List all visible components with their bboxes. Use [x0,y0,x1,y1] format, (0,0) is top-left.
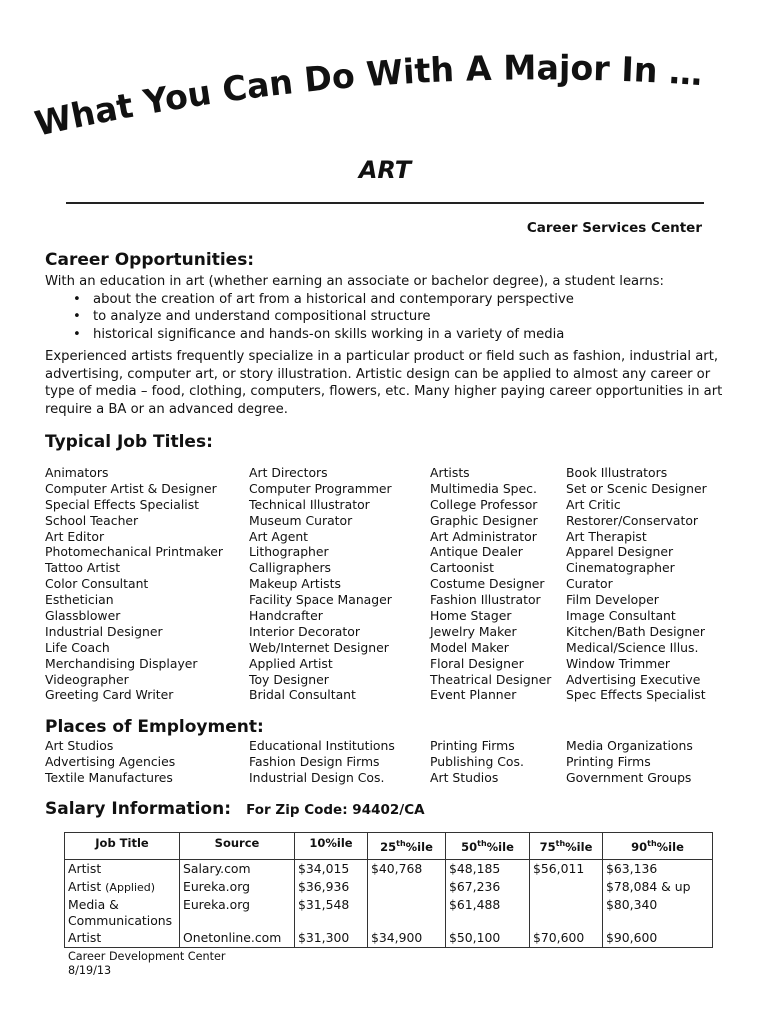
list-item: Multimedia Spec. [430,480,537,496]
list-item: Model Maker [430,639,509,655]
cell-p75 [530,896,603,929]
list-item: Handcrafter [249,608,323,624]
list-item: Toy Designer [249,671,329,687]
cell-source: Salary.com [180,860,295,878]
list-item: Kitchen/Bath Designer [566,623,705,639]
career-paragraph: Experienced artists frequently specialize in a particular product or field such as fashion, industrial art, advertising, computer art, or story illustration. Artistic design can be applied to almost any career or type of media – food, clothing, computers, flowers, etc. Many higher paying career opportunities in art require a BA or an advanced degree. [45,349,723,417]
cell-p25: $40,768 [368,860,446,878]
career-opportunities-heading: Career Opportunities: [45,250,255,270]
list-item: Fashion Illustrator [430,592,541,608]
cell-p90: $78,084 & up [603,878,713,897]
list-item: Costume Designer [430,576,545,592]
list-item: Bridal Consultant [249,687,356,703]
list-item: Jewelry Maker [430,623,517,639]
list-item: Theatrical Designer [430,671,552,687]
salary-heading-row [45,799,425,819]
list-item: Web/Internet Designer [249,639,389,655]
list-item: Animators [45,465,109,480]
list-item: Computer Artist & Designer [45,480,217,496]
list-item: Tattoo Artist [45,560,121,576]
list-item: Fashion Design Firms [249,753,380,769]
col-p25 [368,833,446,860]
cell-p50: $61,488 [446,896,530,929]
list-item: Industrial Designer [45,623,163,639]
salary-row [65,896,713,929]
department-name: Career Services Center [526,220,702,236]
cell-p50: $50,100 [446,929,530,947]
salary-row [65,878,713,897]
col-source: Source [180,833,295,860]
list-item: Greeting Card Writer [45,687,174,703]
cell-p75: $56,011 [530,860,603,878]
cell-source: Onetonline.com [180,929,295,947]
p25-num: 25 [380,839,397,854]
list-item: Event Planner [430,687,517,703]
footer-org: Career Development Center [68,950,226,963]
p90-num: 90 [631,839,648,854]
list-item: Art Directors [249,465,328,480]
list-item: Computer Programmer [249,480,392,496]
list-item: Art Studios [45,738,114,753]
list-item: Graphic Designer [430,512,538,528]
footer-date: 8/19/13 [68,964,112,977]
job-titles-column-4 [566,465,707,703]
job-titles-column-3 [430,465,551,703]
cell-p10: $36,936 [295,878,368,897]
salary-row [65,929,713,947]
list-item: Educational Institutions [249,738,395,753]
learning-bullets [45,291,725,344]
list-item: Art Agent [249,528,309,544]
list-item: Art Critic [566,496,621,512]
places-grid [45,738,745,788]
cell-p25 [368,896,446,929]
list-item: Artists [430,465,470,480]
list-item: Antique Dealer [430,544,523,560]
list-item: Printing Firms [566,753,651,769]
cell-p75 [530,878,603,897]
col-p50 [446,833,530,860]
cell-p10: $31,300 [295,929,368,947]
pct-label: %ile [486,839,514,854]
list-item: Glassblower [45,608,121,624]
list-item: Window Trimmer [566,655,670,671]
list-item: Media Organizations [566,738,693,753]
col-p10: 10%ile [295,833,368,860]
list-item: Art Therapist [566,528,647,544]
list-item: Book Illustrators [566,465,668,480]
salary-row [65,860,713,878]
list-item: Esthetician [45,592,114,608]
col-p75 [530,833,603,860]
ordinal: th [555,839,566,848]
zip-code-label: For Zip Code: 94402/CA [246,802,425,818]
ordinal: th [477,839,487,848]
list-item: Art Administrator [430,528,537,544]
cell-p25: $34,900 [368,929,446,947]
list-item: Art Studios [430,769,499,785]
list-item: Museum Curator [249,512,353,528]
places-column-1 [45,738,175,786]
cell-job-title: Media & Communications [65,896,180,929]
salary-table [64,832,713,948]
cell-p50: $67,236 [446,878,530,897]
list-item: Photomechanical Printmaker [45,544,223,560]
career-opportunities-body [45,273,725,418]
cell-source: Eureka.org [180,878,295,897]
list-item: Lithographer [249,544,329,560]
cell-p50: $48,185 [446,860,530,878]
svg-text:What You Can Do With A Major I [31,48,703,144]
list-item: Apparel Designer [566,544,674,560]
list-item: Advertising Executive [566,671,701,687]
list-item: Restorer/Conservator [566,512,699,528]
list-item: Textile Manufactures [45,769,173,785]
bullet-item: • historical significance and hands-on skills working in a variety of media [93,326,725,344]
cell-job-title [65,878,180,897]
places-heading: Places of Employment: [45,717,264,737]
list-item: Art Editor [45,528,105,544]
col-job-title: Job Title [65,833,180,860]
list-item: Government Groups [566,769,692,785]
list-item: Home Stager [430,608,512,624]
col-p90 [603,833,713,860]
headline-text: What You Can Do With A Major In … [31,48,705,145]
list-item: Industrial Design Cos. [249,769,385,785]
bullet-item: • about the creation of art from a historical and contemporary perspective [93,291,725,309]
ordinal: th [647,839,657,848]
career-intro: With an education in art (whether earning an associate or bachelor degree), a student learns: [45,274,664,289]
list-item: Publishing Cos. [430,753,524,769]
pct-label: %ile [656,839,684,854]
list-item: Technical Illustrator [249,496,370,512]
ordinal: th [396,839,406,848]
bullet-item: • to analyze and understand compositional structure [93,308,725,326]
list-item: Floral Designer [430,655,524,671]
major-subject: ART [358,156,412,184]
list-item: Medical/Science Illus. [566,639,699,655]
places-column-4 [566,738,693,786]
job-titles-grid [45,465,745,705]
job-titles-column-1 [45,465,223,703]
cell-p90: $80,340 [603,896,713,929]
cell-p90: $90,600 [603,929,713,947]
places-column-3 [430,738,524,786]
footer [68,950,225,978]
list-item: Facility Space Manager [249,592,392,608]
salary-heading: Salary Information: [45,799,232,819]
list-item: Film Developer [566,592,659,608]
list-item: Life Coach [45,639,110,655]
job-titles-column-2 [249,465,392,703]
pct-label: %ile [405,839,433,854]
list-item: Cinematographer [566,560,675,576]
list-item: Interior Decorator [249,623,360,639]
list-item: Calligraphers [249,560,332,576]
list-item: Special Effects Specialist [45,496,200,512]
job-title-text: Artist [68,878,102,894]
cell-p25 [368,878,446,897]
p75-num: 75 [539,839,556,854]
cell-source: Eureka.org [180,896,295,929]
list-item: Advertising Agencies [45,753,176,769]
list-item: College Professor [430,496,538,512]
page-headline [31,48,716,148]
job-title-note: (Applied) [105,880,156,894]
cell-p10: $31,548 [295,896,368,929]
list-item: Curator [566,576,613,592]
cell-job-title: Artist [65,929,180,947]
cell-p75: $70,600 [530,929,603,947]
cell-job-title: Artist [65,860,180,878]
job-titles-heading: Typical Job Titles: [45,432,213,452]
p50-num: 50 [461,839,478,854]
cell-p90: $63,136 [603,860,713,878]
cell-p10: $34,015 [295,860,368,878]
pct-label: %ile [565,839,593,854]
list-item: Set or Scenic Designer [566,480,707,496]
list-item: Printing Firms [430,738,515,753]
list-item: Spec Effects Specialist [566,687,706,703]
list-item: Makeup Artists [249,576,341,592]
list-item: Image Consultant [566,608,676,624]
list-item: Merchandising Displayer [45,655,198,671]
list-item: Videographer [45,671,129,687]
salary-header-row [65,833,713,860]
list-item: School Teacher [45,512,139,528]
list-item: Cartoonist [430,560,494,576]
list-item: Color Consultant [45,576,149,592]
header-divider [66,202,704,204]
list-item: Applied Artist [249,655,333,671]
places-column-2 [249,738,395,786]
